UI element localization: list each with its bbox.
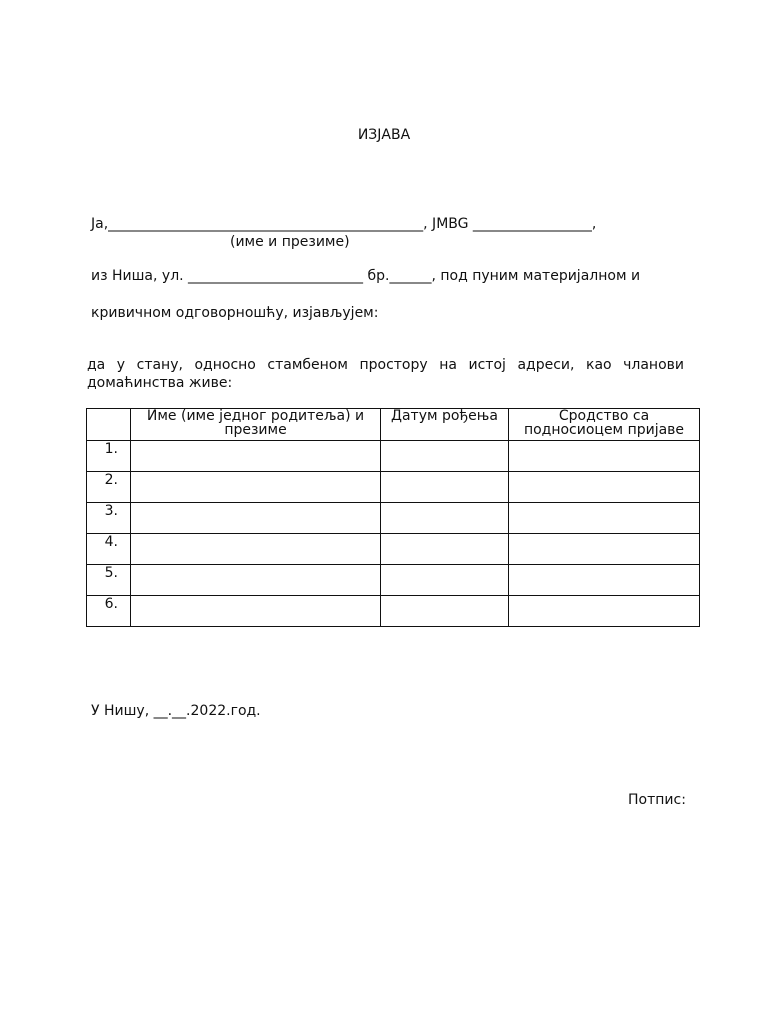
table-row xyxy=(87,472,700,503)
row-number: 2. xyxy=(87,472,131,503)
birth-date-cell[interactable] xyxy=(381,565,509,596)
relationship-cell[interactable] xyxy=(509,503,700,534)
table-row xyxy=(87,534,700,565)
birth-date-cell[interactable] xyxy=(381,472,509,503)
header-relationship: Сродство са подносиоцем пријаве xyxy=(509,409,700,441)
row-number: 3. xyxy=(87,503,131,534)
signature-label: Потпис: xyxy=(628,792,686,808)
header-number xyxy=(87,409,131,441)
name-cell[interactable] xyxy=(131,596,381,627)
table-row xyxy=(87,503,700,534)
name-jmbg-line: Ја,_____________________________________________, JMBG _________________, xyxy=(91,216,597,232)
name-cell[interactable] xyxy=(131,441,381,472)
relationship-cell[interactable] xyxy=(509,596,700,627)
name-hint: (име и презиме) xyxy=(230,234,350,250)
relationship-cell[interactable] xyxy=(509,534,700,565)
row-number: 4. xyxy=(87,534,131,565)
responsibility-line: кривичном одговорношћу, изјављујем: xyxy=(91,305,379,321)
row-number: 1. xyxy=(87,441,131,472)
household-members-table xyxy=(86,408,700,627)
birth-date-cell[interactable] xyxy=(381,534,509,565)
place-date-line: У Нишу, __.__.2022.год. xyxy=(91,703,261,719)
table-row xyxy=(87,565,700,596)
table-header-row xyxy=(87,409,700,441)
birth-date-cell[interactable] xyxy=(381,503,509,534)
address-line: из Ниша, ул. _________________________ бр.______, под пуним материјалном и xyxy=(91,268,641,284)
row-number: 6. xyxy=(87,596,131,627)
name-cell[interactable] xyxy=(131,534,381,565)
header-name: Име (име једног родитеља) и презиме xyxy=(131,409,381,441)
birth-date-cell[interactable] xyxy=(381,441,509,472)
name-cell[interactable] xyxy=(131,503,381,534)
relationship-cell[interactable] xyxy=(509,565,700,596)
header-birth-date: Датум рођења xyxy=(381,409,509,441)
name-cell[interactable] xyxy=(131,565,381,596)
relationship-cell[interactable] xyxy=(509,441,700,472)
document-title: ИЗЈАВА xyxy=(357,127,411,143)
name-cell[interactable] xyxy=(131,472,381,503)
household-statement: да у стану, односно стамбеном простору на истој адреси, као чланови домаћинства живе: xyxy=(87,357,684,391)
relationship-cell[interactable] xyxy=(509,472,700,503)
table-row xyxy=(87,441,700,472)
table-row xyxy=(87,596,700,627)
birth-date-cell[interactable] xyxy=(381,596,509,627)
row-number: 5. xyxy=(87,565,131,596)
